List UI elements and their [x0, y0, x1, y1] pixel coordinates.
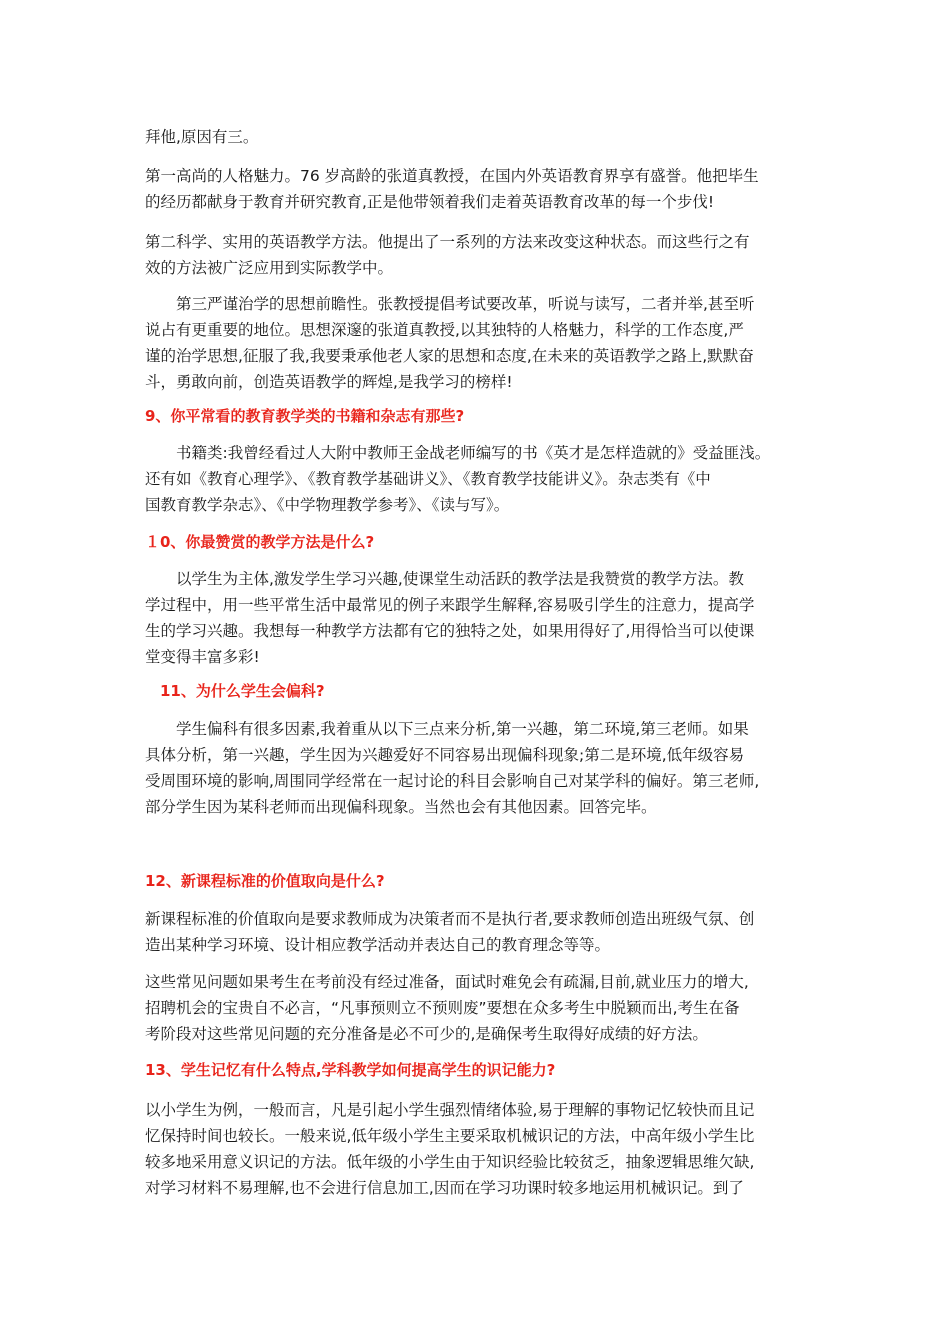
- text-line: 第二科学、实用的英语教学方法。他提出了一系列的方法来改变这种状态。而这些行之有: [145, 233, 750, 251]
- text-line: 还有如《教育心理学》、《教育教学基础讲义》、《教育教学技能讲义》。杂志类有《中: [145, 470, 711, 488]
- question-heading-11: [160, 678, 825, 704]
- question-heading-13: [145, 1057, 810, 1083]
- text-line: 新课程标准的价值取向是要求教师成为决策者而不是执行者,要求教师创造出班级气氛、创: [145, 910, 755, 928]
- text-line: 堂变得丰富多彩!: [145, 648, 260, 666]
- text-line: 书籍类:我曾经看过人大附中教师王金战老师编写的书《英才是怎样造就的》受益匪浅。: [176, 444, 771, 462]
- text-line: 具体分析，第一兴趣，学生因为兴趣爱好不同容易出现偏科现象;第二是环境,低年级容易: [145, 746, 745, 764]
- paragraph-third-reason: [145, 291, 810, 395]
- paragraph-answer-10: [145, 566, 810, 670]
- text-line: 效的方法被广泛应用到实际教学中。: [145, 259, 394, 277]
- text-line: 的经历都献身于教育并研究教育,正是他带领着我们走着英语教育改革的每一个步伐!: [145, 193, 715, 211]
- text-line: 以小学生为例，一般而言，凡是引起小学生强烈情绪体验,易于理解的事物记忆较快而且记: [145, 1101, 755, 1119]
- text-line: 以学生为主体,激发学生学习兴趣,使课堂生动活跃的教学法是我赞赏的教学方法。教: [176, 570, 744, 588]
- text-line: 国教育教学杂志》、《中学物理教学参考》、《读与写》。: [145, 496, 510, 514]
- paragraph-answer-12: [145, 906, 810, 958]
- paragraph-first-reason: [145, 163, 810, 215]
- paragraph-answer-11: [145, 716, 810, 820]
- text-line: 对学习材料不易理解,也不会进行信息加工,因而在学习功课时较多地运用机械识记。到了: [145, 1179, 744, 1197]
- text-line: 学生偏科有很多因素,我着重从以下三点来分析,第一兴趣，第二环境,第三老师。如果: [176, 720, 749, 738]
- text-line: 说占有更重要的地位。思想深邃的张道真教授,以其独特的人格魅力，科学的工作态度,严: [145, 321, 744, 339]
- text-line: 这些常见问题如果考生在考前没有经过准备，面试时难免会有疏漏,目前,就业压力的增大,: [145, 973, 749, 991]
- text-line: 造出某种学习环境、设计相应教学活动并表达自己的教育理念等等。: [145, 936, 611, 954]
- text-line: 第一高尚的人格魅力。76 岁高龄的张道真教授，在国内外英语教育界享有盛誉。他把毕生: [145, 167, 759, 185]
- text-line: 招聘机会的宝贵自不必言，“凡事预则立不预则废”要想在众多考生中脱颖而出,考生在备: [145, 999, 740, 1017]
- text-line: 忆保持时间也较长。一般来说,低年级小学生主要采取机械识记的方法，中高年级小学生比: [145, 1127, 755, 1145]
- text-line: 受周围环境的影响,周围同学经常在一起讨论的科目会影响自己对某学科的偏好。第三老师,: [145, 772, 760, 790]
- heading-line: 9、你平常看的教育教学类的书籍和杂志有那些?: [145, 407, 465, 425]
- paragraph-answer-13: [145, 1097, 810, 1201]
- text-line: 第三严谨治学的思想前瞻性。张教授提倡考试要改革，听说与读写，二者并举,甚至听: [176, 295, 755, 313]
- text-line: 谨的治学思想,征服了我,我要秉承他老人家的思想和态度,在未来的英语教学之路上,默默奋: [145, 347, 754, 365]
- heading-line: 12、新课程标准的价值取向是什么?: [145, 872, 385, 890]
- text-line: 学过程中，用一些平常生活中最常见的例子来跟学生解释,容易吸引学生的注意力，提高学: [145, 596, 755, 614]
- question-heading-10: [145, 529, 810, 555]
- paragraph-summary: [145, 969, 810, 1047]
- text-line: 生的学习兴趣。我想每一种教学方法都有它的独特之处，如果用得好了,用得恰当可以使课: [145, 622, 755, 640]
- paragraph-second-reason: [145, 229, 810, 281]
- heading-line: １0、你最赞赏的教学方法是什么?: [145, 533, 375, 551]
- question-heading-9: [145, 403, 810, 429]
- question-heading-12: [145, 868, 810, 894]
- heading-line: 11、为什么学生会偏科?: [160, 682, 325, 700]
- text-line: 考阶段对这些常见问题的充分准备是必不可少的,是确保考生取得好成绩的好方法。: [145, 1025, 708, 1043]
- heading-line: 13、学生记忆有什么特点,学科教学如何提高学生的识记能力?: [145, 1061, 556, 1079]
- text-line: 部分学生因为某科老师而出现偏科现象。当然也会有其他因素。回答完毕。: [145, 798, 657, 816]
- paragraph-answer-9: [145, 440, 810, 518]
- text-line: 斗，勇敢向前，创造英语教学的辉煌,是我学习的榜样!: [145, 373, 513, 391]
- text-line: 较多地采用意义识记的方法。低年级的小学生由于知识经验比较贫乏，抽象逻辑思维欠缺,: [145, 1153, 755, 1171]
- paragraph-intro: [145, 124, 810, 150]
- text-line: 拜他,原因有三。: [145, 128, 259, 146]
